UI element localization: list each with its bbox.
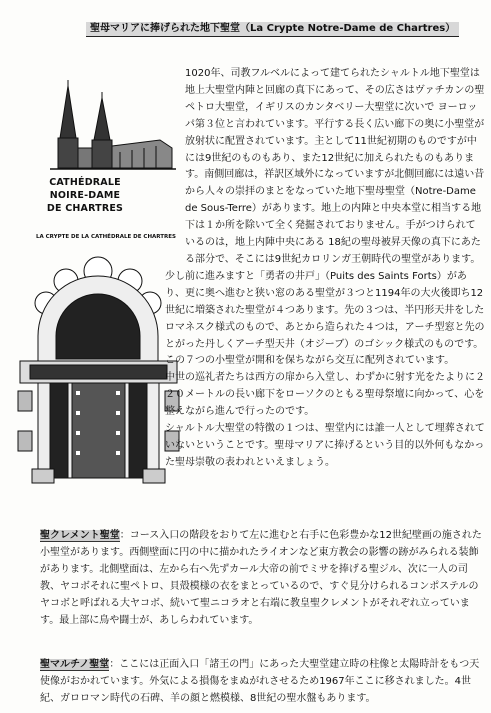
section-body: ：コース入口の階段をおりて左に進むと右手に色彩豊かな12世紀壁画の施された小聖堂があります。西側壁面に円の中に描かれたライオンなど東方教会の影響の跡がみられる装飾があります。北側壁面は、左から右へ先ずカール大帝の前でミサを捧げる聖ジル、次に一人の司教、ヤコボそれに聖ペトロ、貝殻模様の衣をまとっているので、すぐ見分けられるコンポステルのヤコボと呼ばれる大ヤコボ、続いて聖ニコラオと右端に教皇聖クレメントがそれぞれ立っています。最上部に鳥や闘士が、あしらわれています。 bbox=[40, 530, 482, 626]
crypt-floor-plan bbox=[16, 241, 181, 486]
caption-line-1: CATHÉDRALE NOIRE-DAME bbox=[49, 177, 121, 201]
cathedral-caption bbox=[30, 176, 140, 215]
plan-title: LA CRYPTE DE LA CATHÉDRALE DE CHARTRES bbox=[35, 234, 177, 240]
caption-line-2: DE CHARTRES bbox=[46, 203, 124, 214]
main-article bbox=[165, 66, 485, 472]
paragraph: 中世の巡礼者たちは西方の扉から入堂し、わずかに射す光をたよりに２２０メートルの長い廊下をローソクのともる聖母祭壇に向かって、心を整えながら進んで行ったのです。 bbox=[165, 372, 485, 418]
cathedral-illustration bbox=[40, 78, 180, 173]
paragraph: 1020年、司教フルベルによって建てられたシャルトル地下聖堂は地上大聖堂内陣と回廊の真下にあって、その広さはヴァチカンの聖ペトロ大聖堂，イギリスのカンタベリー大聖堂に次いで ヨーロッパ第３位と言われています。平行する長く広い廊下の奥に小聖堂が放射状に配置されています。主として11世紀初期のものですが中には9世紀のものもあり、また12世紀に加えられたものもあります。南側回廊は，祥訳区域外になっていますが北側回廊には遠い昔から人々の崇拝のまとをなっていた地下聖母聖堂（Notre-Dame de Sous-Terre）があります。地上の内陣と中央本堂に相当する地下は１か所を除いて全く発掘されておりません。手がつけられているのは，地上内陣中央にある 18紀の聖母被昇天像の真下にあたる部分で、そこには9世紀カロリンガ王朝時代の聖堂があります。 bbox=[185, 68, 485, 265]
section-heading: 聖クレメント聖堂 bbox=[40, 530, 120, 541]
paragraph: 少し前に進みますと「勇者の井戸」（Puits des Saints Forts）があり、更に奥へ進むと狭い窓のある聖堂が３つと1194年の大火後即ち12世紀に増築された聖堂が４つあります。先の３つは、半円形天井をしたロマネスク様式のもので、あとから造られた４つは，アーチ型窓と先のとがった丹しくアーチ型天井（オジーブ）のゴシック様式のものです。この７つの小聖堂が開和を保ちながら交互に配列されています。 bbox=[165, 270, 485, 367]
section-st-martin bbox=[40, 657, 486, 708]
section-heading: 聖マルチノ聖堂 bbox=[40, 659, 110, 670]
section-st-clement bbox=[40, 528, 486, 629]
paragraph: シャルトル大聖堂の特徴の１つは、聖堂内には誰一人として埋葬されていないということです。聖母マリアに捧げるという目的以外何もなかった聖母崇敬の表われといえましょう。 bbox=[165, 423, 485, 468]
page-title: 聖母マリアに捧げられた地下聖堂（La Crypte Notre-Dame de Chartres） bbox=[86, 22, 459, 37]
section-body: ：ここには正面入口「諸王の門」にあった大聖堂建立時の柱像と太陽時計をもつ天使像がおかれています。外気による損傷をまぬがれさせるため1967年ここに移されました。4世紀、ガロロマン時代の石碑、羊の顔と燃模様、8世紀の聖水盤もあります。 bbox=[40, 659, 480, 704]
